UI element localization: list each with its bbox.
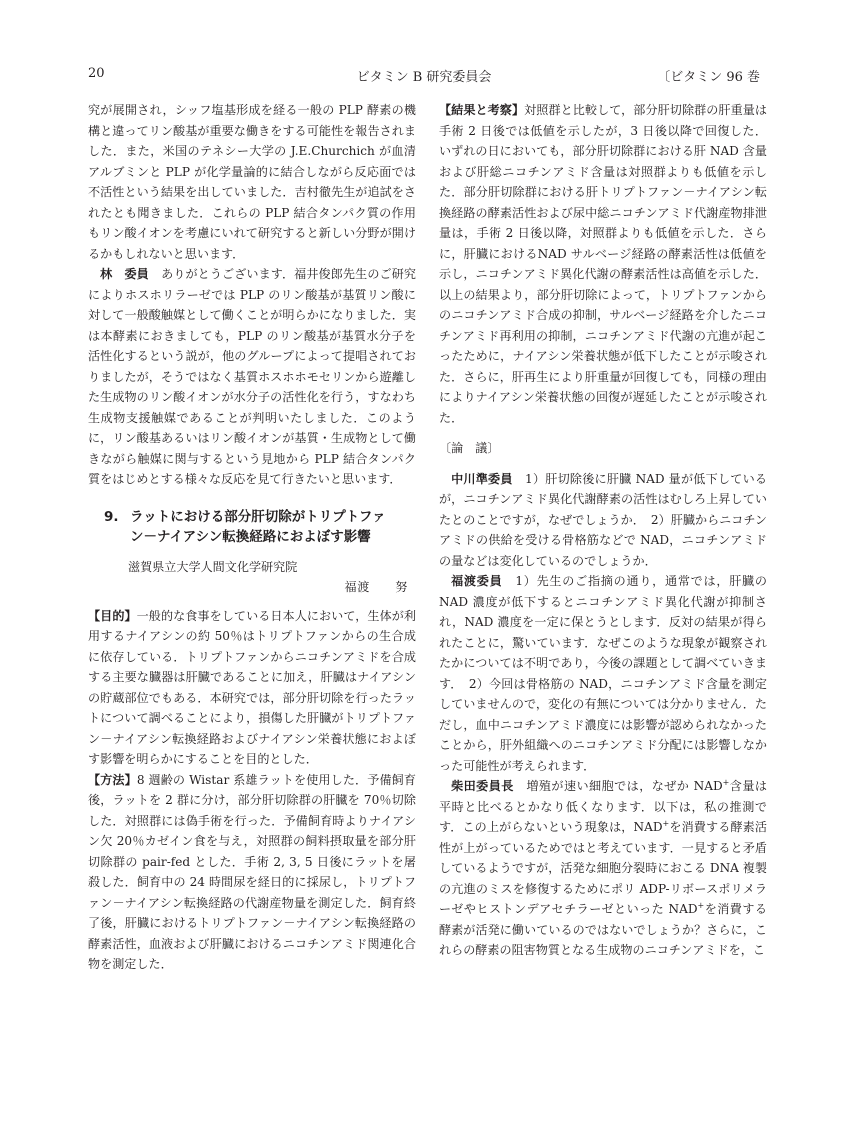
page-number: 20	[88, 66, 105, 81]
discussion-heading: 〔論 議〕	[439, 441, 500, 455]
result-label: 【結果と考察】	[439, 103, 525, 117]
speaker-name: 福渡委員	[451, 574, 503, 588]
speaker-name: 林 委員	[100, 267, 149, 281]
result-text: 対照群と比較して，部分肝切除群の肝重量は手術 2 日後では低値を示したが，3 日後以降で回復した．いずれの日においても，部分肝切除群における肝 NAD 含量および肝総ニコチンアミド含量は対照群よりも低値を示した．部分肝切除群における肝トリプトファン－ナイアシン転換経路の酵素活性および尿中総ニコチンアミド代謝産物排泄量は，手術 2 日後以降，対照群よりも低値を示した．さらに，肝臓におけるNAD サルベージ経路の酵素活性は低値を示し，ニコチンアミド異化代謝の酵素活性は高値を示した．以上の結果より，部分肝切除によって，トリプトファンからのニコチンアミド合成の抑制，サルベージ経路を介したニコチンアミド再利用の抑制，ニコチンアミド代謝の亢進が起こったために，ナイアシン栄養状態が低下したことが示唆された．さらに，肝再生により肝重量が回復しても，同様の理由によりナイアシン栄養状態の回復が遅延したことが示唆された．	[439, 103, 767, 425]
volume-label: 〔ビタミン 96 巻	[657, 70, 760, 85]
method-paragraph	[88, 770, 416, 975]
discussion-item	[439, 571, 767, 776]
section-title-line-2: ン－ナイアシン転換経路におよぼす影響	[130, 528, 371, 545]
paragraph	[88, 264, 416, 490]
speech-text: を消費する酵素活性が上がっているためではと考えています．一見すると矛盾しているようですが，活発な細胞分裂時におこる DNA 複製の亢進のミスを修復するためにポリ ADP-リボースポリメラーゼやヒストンデアセチラーゼといった NAD	[439, 820, 767, 916]
discussion-item	[439, 776, 767, 961]
author-name: 福渡 努	[344, 580, 408, 594]
method-label: 【方法】	[88, 772, 137, 787]
right-column	[439, 100, 767, 961]
speech-text: 含量は平時と比べるとかなり低くなります．以下は，私の推測です．この上がらないという現象は，NAD	[439, 779, 767, 834]
superscript-plus: +	[697, 901, 705, 910]
result-paragraph	[439, 100, 767, 428]
page-header	[88, 66, 760, 86]
superscript-plus: +	[722, 778, 730, 787]
speech-text: 増殖が速い細胞では，なぜか NAD	[526, 779, 723, 793]
purpose-label: 【目的】	[88, 608, 137, 623]
speaker-name: 柴田委員長	[451, 779, 514, 793]
affiliation: 滋賀県立大学人間文化学研究院	[128, 559, 298, 574]
superscript-plus: +	[662, 819, 670, 828]
discussion-item	[439, 469, 767, 572]
section-number: 9.	[104, 508, 119, 525]
speech-text: ありがとうございます．福井俊郎先生のご研究によりホスホリラーゼでは PLP のリン酸基が基質リン酸に対して一般酸触媒として働くことが明らかになりました．実は本酵素におきましても，PLP のリン酸基が基質水分子を活性化するという説が，他のグループによって提唱されておりましたが，そうではなく基質ホスホホモセリンから遊離した生成物のリン酸イオンが水分子の活性化を行う，すなわち生成物支援触媒であることが判明いたしました．このように，リン酸基あるいはリン酸イオンが基質・生成物として働きながら触媒に関与するという見地から PLP 結合タンパク質をはじめとする様々な反応を見て行きたいと思います．	[88, 267, 416, 486]
purpose-text: 一般的な食事をしている日本人において，生体が利用するナイアシンの約 50％はトリプトファンからの生合成に依存している．トリプトファンからニコチンアミドを合成する主要な臓器は肝臓であることに加え，肝臓はナイアシンの貯蔵部位でもある．本研究では，部分肝切除を行ったラットについて調べることにより，損傷した肝臓がトリプトファン－ナイアシン転換経路およびナイアシン栄養状態におよぼす影響を明らかにすることを目的とした．	[88, 608, 416, 766]
section-title-line-1: ラットにおける部分肝切除がトリプトファ	[130, 508, 386, 525]
left-column	[88, 100, 416, 975]
speech-text: を消費する酵素が活発に働いているのではないでしょうか？さらに，これらの酵素の阻害物質となる生成物のニコチンアミドを，こ	[439, 902, 767, 957]
section-title	[88, 507, 416, 547]
paragraph: 究が展開され，シッフ塩基形成を経る一般の PLP 酵素の機構と違ってリン酸基が重要な働きをする可能性を報告されました．また，米国のテネシー大学の J.E.Churchich が血清アルブミンと PLP が化学量論的に結合しながら反応面では不活性という結果を出していました．吉村徹先生が追試をされたとも聞きました．これらの PLP 結合タンパク質の作用もリン酸イオンを考慮にいれて研究すると新しい分野が開けるかもしれないと思います．	[88, 103, 416, 261]
journal-title: ビタミン B 研究委員会	[356, 70, 492, 85]
method-text: 8 週齢の Wistar 系雄ラットを使用した．予備飼育後，ラットを 2 群に分け，部分肝切除群の肝臓を 70％切除した．対照群には偽手術を行った．予備飼育時よりナイアシン欠 20％カゼイン食を与え，対照群の飼料摂取量を部分肝切除群の pair-fed とした．手術 2, 3, 5 日後にラットを屠殺した．飼育中の 24 時間尿を経日的に採尿し，トリプトファン－ナイアシン転換経路の代謝産物量を測定した．飼育終了後，肝臓におけるトリプトファン－ナイアシン転換経路の酵素活性，血液および肝臓におけるニコチンアミド関連化合物を測定した．	[88, 772, 416, 971]
speaker-name: 中川準委員	[451, 471, 513, 486]
speech-text: 1）先生のご指摘の通り，通常では，肝臓の NAD 濃度が低下するとニコチンアミド異化代謝が抑制され，NAD 濃度を一定に保とうとします．反対の結果が得られたことに，驚いています．なぜこのような現象が観察されたかについては不明であり，今後の課題として調べていきます． 2）今回は骨格筋の NAD，ニコチンアミド含量を測定していませんので，変化の有無については分かりません．ただし，血中ニコチンアミド濃度には影響が認められなかったことから，肝外組織へのニコチンアミド分配には影響しなかった可能性が考えられます．	[439, 574, 767, 773]
speech-text: 1）肝切除後に肝臓 NAD 量が低下しているが，ニコチンアミド異化代謝酵素の活性はむしろ上昇していたとのことですが，なぜでしょうか． 2）肝臓からニコチンアミドの供給を受ける骨格筋などで NAD，ニコチンアミドの量などは変化しているのでしょうか．	[439, 471, 767, 568]
purpose-paragraph	[88, 606, 416, 770]
